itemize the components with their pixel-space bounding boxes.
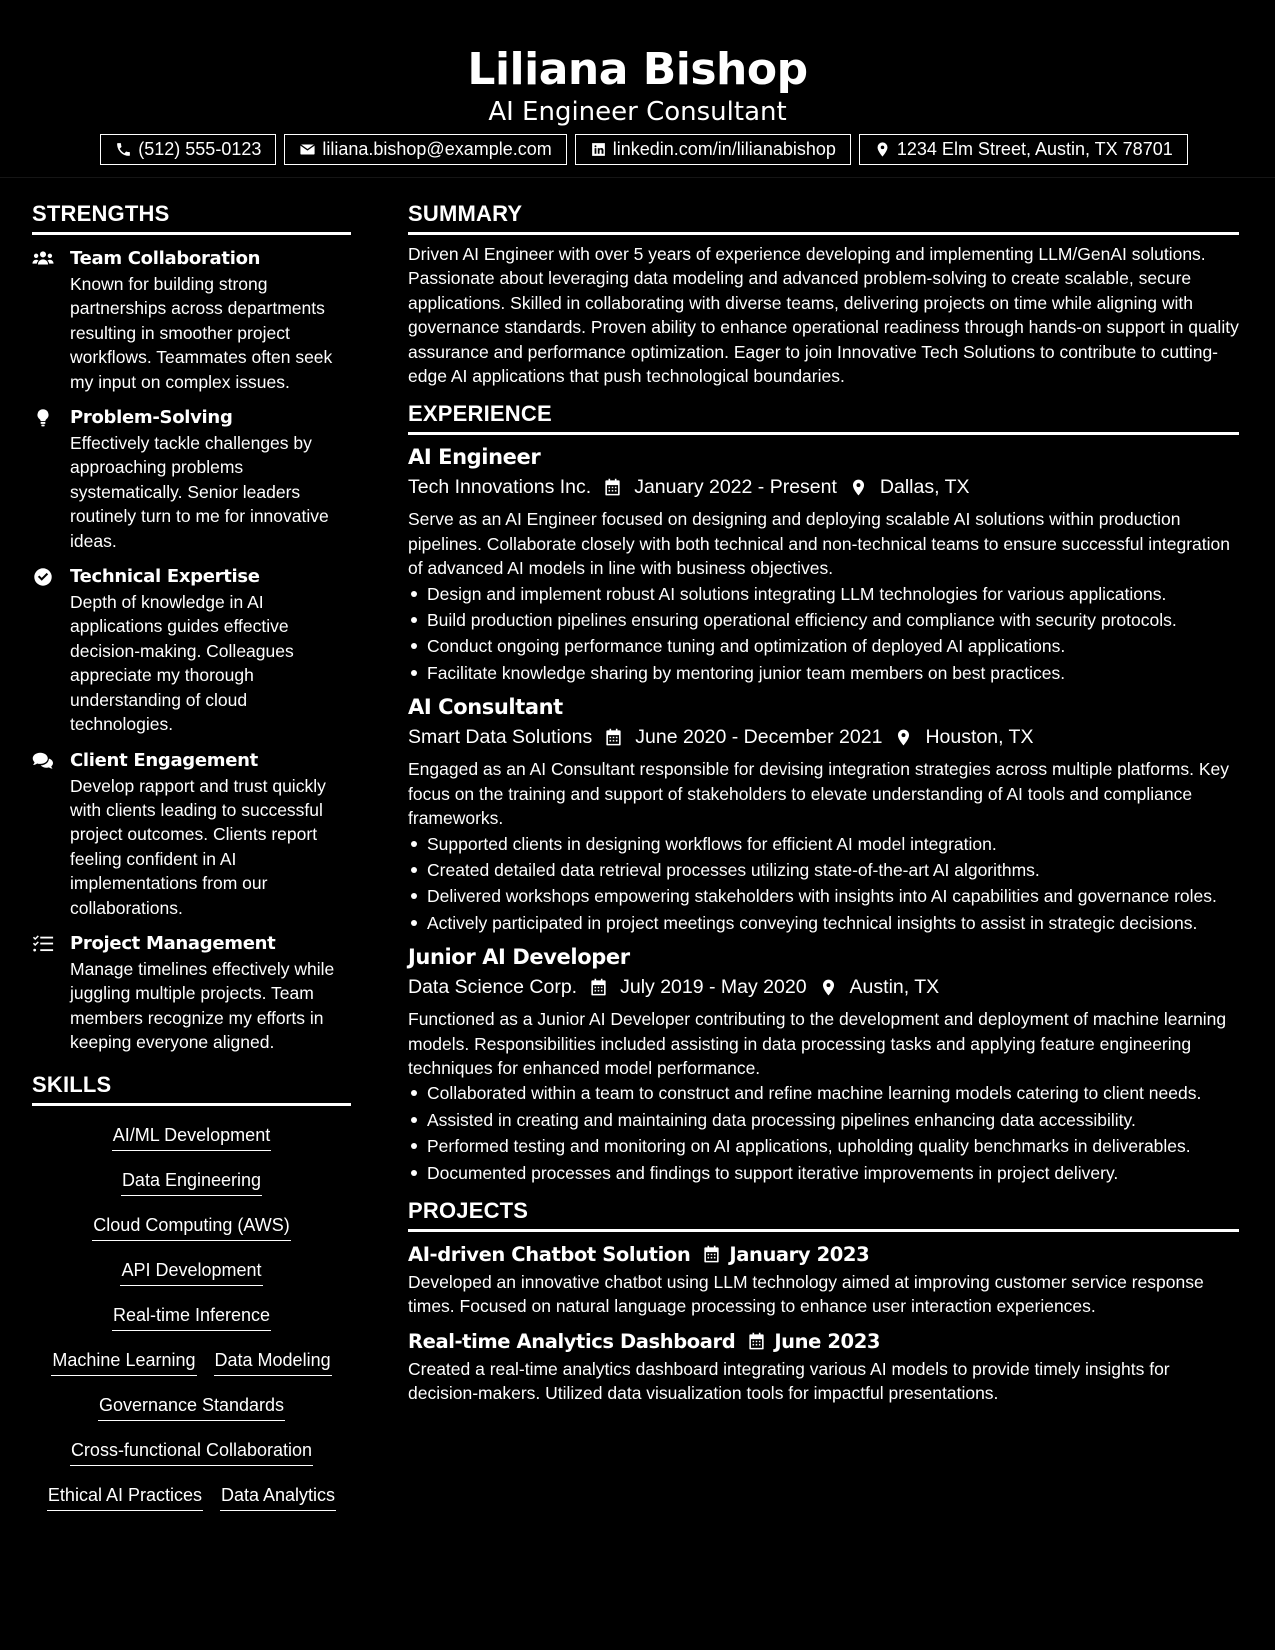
project-title: Real-time Analytics Dashboard [408, 1329, 736, 1353]
strength-item [32, 565, 351, 736]
strength-title: Client Engagement [70, 749, 258, 771]
strength-item [32, 247, 351, 394]
strength-title: Problem-Solving [70, 407, 233, 429]
map-pin-icon [874, 141, 891, 158]
list-item: Created detailed data retrieval processes utilizing state-of-the-art AI algorithms. [408, 858, 1239, 882]
project-desc: Created a real-time analytics dashboard integrating various AI models to provide timely insights for decision-makers. Utilized data visualization tools for impactful presentations. [408, 1358, 1170, 1404]
list-item: Facilitate knowledge sharing by mentoring junior team members on best practices. [408, 661, 1239, 685]
strength-desc: Depth of knowledge in AI applications guides effective decision-making. Colleagues appreciate my thorough understanding of cloud technologies. [70, 592, 294, 735]
strength-desc: Develop rapport and trust quickly with clients leading to successful project outcomes. Clients report feeling confident in AI implementations from our collaborations. [70, 775, 326, 918]
contact-linkedin[interactable] [575, 134, 851, 165]
candidate-name: Liliana Bishop [467, 44, 808, 95]
skills-row [70, 1429, 313, 1474]
contact-email[interactable] [284, 134, 566, 165]
job-entry [408, 443, 1239, 685]
skill-tag: Machine Learning [51, 1348, 196, 1376]
job-desc: Functioned as a Junior AI Developer contributing to the development and deployment of machine learning models. Responsibilities included assisting in data processing tasks and applying feature engineering techniques for enhanced model performance. [408, 1009, 1227, 1078]
list-item: Design and implement robust AI solutions integrating LLM technologies for various applications. [408, 582, 1239, 606]
skill-tag: Cloud Computing (AWS) [92, 1213, 290, 1241]
job-title: Junior AI Developer [408, 945, 630, 970]
skill-tag: Ethical AI Practices [47, 1483, 203, 1511]
projects-heading: PROJECTS [408, 1197, 1239, 1232]
skills-list [32, 1114, 351, 1519]
contact-bar [0, 134, 1275, 165]
phone-icon [115, 141, 132, 158]
strength-desc: Manage timelines effectively while juggling multiple projects. Team members recognize my efforts in keeping everyone aligned. [70, 958, 335, 1053]
job-entry [408, 943, 1239, 1185]
job-location: Austin, TX [849, 976, 940, 999]
strength-desc: Effectively tackle challenges by approaching problems systematically. Senior leaders routinely turn to me for innovative ideas. [70, 433, 329, 551]
lightbulb-icon [32, 408, 56, 428]
project-entry [408, 1242, 1239, 1319]
skills-row [120, 1249, 262, 1294]
project-header [408, 1329, 1239, 1355]
linkedin-icon [590, 141, 607, 158]
job-desc: Engaged as an AI Consultant responsible for devising integration strategies across multiple platforms. Key focus on the training and support of stakeholders to elevate understanding of AI tools and compliance frameworks. [408, 759, 1230, 829]
task-list-icon [32, 934, 56, 954]
project-entry [408, 1329, 1239, 1406]
skills-heading: SKILLS [32, 1071, 351, 1106]
job-company: Data Science Corp. [408, 976, 578, 999]
list-item: Actively participated in project meetings conveying technical insights to assist in strategic decisions. [408, 911, 1239, 935]
job-entry [408, 693, 1239, 935]
list-item: Assisted in creating and maintaining data processing pipelines enhancing data accessibility. [408, 1108, 1239, 1132]
project-desc: Developed an innovative chatbot using LLM technology aimed at improving customer service response times. Focused on natural language processing to enhance user interaction experiences. [408, 1271, 1204, 1317]
job-title: AI Engineer [408, 445, 541, 470]
job-dates: July 2019 - May 2020 [620, 976, 807, 999]
summary-text: Driven AI Engineer with over 5 years of experience developing and implementing LLM/GenAI solutions. Passionate about leveraging data modeling and advanced problem-solving to create scalable, secure applications. Skilled in collaborating with diverse teams, delivering projects on time while aligning with governance standards. Proven ability to enhance operational readiness through hands-on support in quality assurance and performance optimization. Eager to join Innovative Tech Solutions to contribute to cutting-edge AI applications that push technological boundaries. [408, 244, 1239, 387]
skill-tag: Real-time Inference [112, 1303, 271, 1331]
skills-row [121, 1159, 262, 1204]
skill-tag: Data Modeling [214, 1348, 332, 1376]
list-item: Supported clients in designing workflows for efficient AI model integration. [408, 832, 1239, 856]
job-title: AI Consultant [408, 695, 563, 720]
skill-tag: Cross-functional Collaboration [70, 1438, 313, 1466]
skill-tag: Data Engineering [121, 1168, 262, 1196]
contact-email-text: liliana.bishop@example.com [322, 139, 552, 159]
right-column [408, 200, 1239, 1406]
job-dates: June 2020 - December 2021 [635, 726, 883, 749]
skill-tag: Data Analytics [220, 1483, 336, 1511]
experience-heading: EXPERIENCE [408, 400, 1239, 435]
calendar-icon [604, 728, 623, 747]
job-bullets [408, 1081, 1239, 1185]
contact-address[interactable] [859, 134, 1188, 165]
strength-title: Technical Expertise [70, 566, 260, 588]
list-item: Delivered workshops empowering stakeholders with insights into AI capabilities and governance roles. [408, 884, 1239, 908]
job-bullets [408, 582, 1239, 686]
project-date: June 2023 [774, 1329, 881, 1353]
skills-row [112, 1114, 271, 1159]
skills-row [92, 1204, 290, 1249]
map-pin-icon [894, 728, 913, 747]
job-desc: Serve as an AI Engineer focused on designing and deploying scalable AI solutions within production pipelines. Collaborate closely with both technical and non-technical teams to ensure successful integration of advanced AI models in line with business objectives. [408, 509, 1230, 579]
job-company: Smart Data Solutions [408, 726, 593, 749]
job-meta [408, 473, 1239, 501]
contact-phone-text: (512) 555-0123 [138, 139, 262, 159]
comments-icon [32, 751, 56, 771]
job-location: Houston, TX [925, 726, 1034, 749]
strengths-list [32, 247, 351, 1055]
contact-address-text: 1234 Elm Street, Austin, TX 78701 [896, 139, 1173, 159]
job-bullets [408, 832, 1239, 936]
calendar-icon [589, 978, 608, 997]
skills-row [98, 1384, 285, 1429]
calendar-icon [702, 1245, 721, 1264]
users-icon [32, 249, 56, 269]
map-pin-icon [819, 978, 838, 997]
calendar-icon [603, 478, 622, 497]
strength-title: Team Collaboration [70, 248, 261, 269]
strength-title: Project Management [70, 932, 276, 954]
summary-heading: SUMMARY [408, 200, 1239, 235]
envelope-icon [299, 141, 316, 158]
job-meta [408, 723, 1239, 751]
list-item: Build production pipelines ensuring operational efficiency and compliance with security protocols. [408, 608, 1239, 632]
resume-header [0, 0, 1275, 178]
strength-item [32, 932, 351, 1055]
project-title: AI-driven Chatbot Solution [408, 1242, 691, 1266]
skill-tag: Governance Standards [98, 1393, 285, 1421]
skills-row [51, 1339, 331, 1384]
left-column [32, 200, 351, 1519]
contact-linkedin-text: linkedin.com/in/lilianabishop [612, 139, 836, 159]
strength-item [32, 749, 351, 920]
project-date: January 2023 [729, 1242, 870, 1266]
strengths-heading: STRENGTHS [32, 200, 351, 235]
strength-desc: Known for building strong partnerships across departments resulting in smoother project workflows. Teammates often seek my input on complex issues. [70, 274, 333, 392]
list-item: Collaborated within a team to construct and refine machine learning models catering to client needs. [408, 1081, 1239, 1105]
skill-tag: AI/ML Development [112, 1123, 271, 1151]
map-pin-icon [849, 478, 868, 497]
job-company: Tech Innovations Inc. [408, 476, 592, 499]
list-item: Documented processes and findings to support iterative improvements in project delivery. [408, 1161, 1239, 1185]
strength-item [32, 406, 351, 553]
job-location: Dallas, TX [879, 476, 970, 499]
skills-row [47, 1474, 336, 1519]
job-meta [408, 973, 1239, 1001]
list-item: Conduct ongoing performance tuning and optimization of deployed AI applications. [408, 634, 1239, 658]
job-dates: January 2022 - Present [634, 476, 837, 499]
list-item: Performed testing and monitoring on AI applications, upholding quality benchmarks in deliverables. [408, 1134, 1239, 1158]
project-header [408, 1242, 1239, 1268]
candidate-role: AI Engineer Consultant [488, 97, 787, 127]
skill-tag: API Development [120, 1258, 262, 1286]
skills-row [112, 1294, 271, 1339]
contact-phone[interactable] [100, 134, 276, 165]
check-circle-icon [32, 567, 56, 587]
calendar-icon [747, 1332, 766, 1351]
